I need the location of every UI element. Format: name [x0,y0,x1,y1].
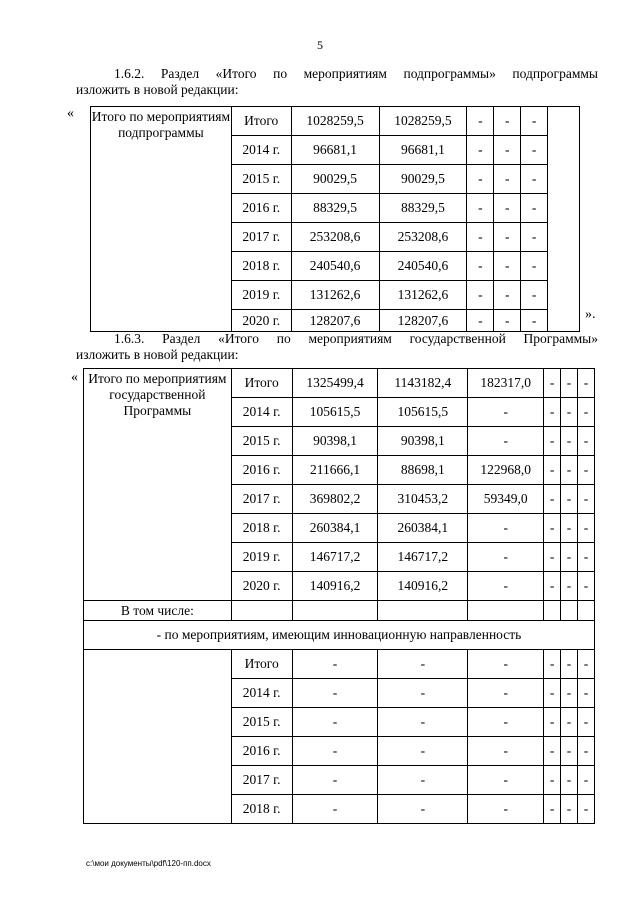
value-cell: - [561,398,578,427]
value-cell: - [467,107,494,136]
value-cell: 90029,5 [291,165,379,194]
year-cell: 2019 г. [231,543,292,572]
section-2-heading: 1.6.3. Раздел «Итого по мероприятиям государственной Программы» [114,331,598,346]
value-cell: - [467,310,494,332]
value-cell: - [494,194,521,223]
value-cell: - [578,650,595,679]
value-cell: - [468,795,544,824]
value-cell: - [378,766,468,795]
value-cell: - [521,165,548,194]
value-cell: - [561,679,578,708]
section-1-heading: 1.6.2. Раздел «Итого по мероприятиям подпрограммы» подпрограммы [114,66,598,81]
value-cell: - [494,107,521,136]
page-number: 5 [317,38,323,52]
value-cell: - [378,708,468,737]
row-label: Итого по мероприятиям подпрограммы [91,107,232,332]
value-cell: 1028259,5 [291,107,379,136]
value-cell: - [292,795,378,824]
innovation-heading: - по мероприятиям, имеющим инновационную направленность [84,621,595,650]
value-cell: - [521,310,548,332]
innovation-heading-row [84,621,595,650]
value-cell: - [494,165,521,194]
year-cell: 2018 г. [231,795,292,824]
value-cell: 1143182,4 [378,369,468,398]
value-cell: - [578,485,595,514]
value-cell: - [578,398,595,427]
value-cell: - [378,737,468,766]
value-cell: - [544,572,561,601]
value-cell: 260384,1 [292,514,378,543]
table-row [84,650,595,679]
year-cell: 2016 г. [231,456,292,485]
value-cell: - [521,136,548,165]
value-cell: - [561,514,578,543]
value-cell: - [468,572,544,601]
value-cell: 131262,6 [291,281,379,310]
empty-cell [544,601,561,621]
value-cell: - [468,766,544,795]
value-cell: 146717,2 [378,543,468,572]
empty-cell [561,601,578,621]
value-cell: - [468,650,544,679]
section-1-quote-close: ». [585,307,596,322]
value-cell: - [578,543,595,572]
value-cell: - [578,427,595,456]
value-cell: 122968,0 [468,456,544,485]
empty-cell [548,107,580,332]
value-cell: - [561,766,578,795]
value-cell: - [544,514,561,543]
value-cell: - [468,708,544,737]
value-cell: - [544,456,561,485]
value-cell: 59349,0 [468,485,544,514]
value-cell: 105615,5 [292,398,378,427]
year-cell: Итого [231,107,291,136]
section-1-quote-open: « [67,106,74,121]
value-cell: - [468,514,544,543]
value-cell: 128207,6 [379,310,467,332]
value-cell: - [544,737,561,766]
value-cell: 260384,1 [378,514,468,543]
value-cell: 240540,6 [291,252,379,281]
value-cell: 211666,1 [292,456,378,485]
value-cell: - [561,369,578,398]
value-cell: - [561,485,578,514]
year-cell: 2018 г. [231,514,292,543]
program-totals-table [83,368,595,824]
file-path-footer: c:\мои документы\pdf\120-пп.docx [86,859,211,868]
value-cell: - [378,795,468,824]
value-cell: - [521,281,548,310]
section-2-quote-open: « [71,370,78,385]
value-cell: - [468,398,544,427]
year-cell: Итого [231,650,292,679]
section-1-continuation: изложить в новой редакции: [76,82,239,97]
value-cell: 96681,1 [291,136,379,165]
empty-label-cell [84,650,232,824]
value-cell: 140916,2 [378,572,468,601]
value-cell: 310453,2 [378,485,468,514]
empty-cell [468,601,544,621]
value-cell: - [468,427,544,456]
value-cell: - [292,737,378,766]
value-cell: - [578,514,595,543]
value-cell: - [561,650,578,679]
value-cell: - [521,252,548,281]
value-cell: - [544,679,561,708]
value-cell: - [467,136,494,165]
value-cell: 90398,1 [292,427,378,456]
year-cell: 2017 г. [231,766,292,795]
value-cell: - [561,427,578,456]
table-row [84,369,595,398]
year-cell: 2017 г. [231,223,291,252]
value-cell: 88698,1 [378,456,468,485]
value-cell: 105615,5 [378,398,468,427]
value-cell: 128207,6 [291,310,379,332]
value-cell: - [578,369,595,398]
including-row [84,601,595,621]
empty-cell [231,601,292,621]
year-cell: 2015 г. [231,708,292,737]
value-cell: - [578,572,595,601]
value-cell: - [578,679,595,708]
value-cell: - [467,252,494,281]
value-cell: - [578,737,595,766]
year-cell: 2020 г. [231,572,292,601]
value-cell: - [561,708,578,737]
value-cell: - [544,398,561,427]
value-cell: - [467,165,494,194]
value-cell: - [578,795,595,824]
value-cell: - [544,766,561,795]
value-cell: 146717,2 [292,543,378,572]
value-cell: - [494,281,521,310]
year-cell: 2014 г. [231,679,292,708]
value-cell: - [561,456,578,485]
section-2-continuation: изложить в новой редакции: [76,347,239,362]
value-cell: - [544,650,561,679]
value-cell: - [467,194,494,223]
year-cell: 2016 г. [231,194,291,223]
value-cell: 253208,6 [379,223,467,252]
value-cell: - [378,679,468,708]
value-cell: - [544,795,561,824]
value-cell: - [561,572,578,601]
value-cell: - [544,543,561,572]
year-cell: 2019 г. [231,281,291,310]
value-cell: - [468,679,544,708]
value-cell: 253208,6 [291,223,379,252]
value-cell: 90398,1 [378,427,468,456]
table-row [91,107,580,136]
value-cell: - [292,766,378,795]
value-cell: 131262,6 [379,281,467,310]
year-cell: 2016 г. [231,737,292,766]
year-cell: 2015 г. [231,427,292,456]
value-cell: 240540,6 [379,252,467,281]
value-cell: - [494,223,521,252]
value-cell: 369802,2 [292,485,378,514]
subprogram-totals-table [90,106,580,332]
value-cell: - [561,737,578,766]
value-cell: 1325499,4 [292,369,378,398]
value-cell: - [292,650,378,679]
value-cell: - [494,136,521,165]
value-cell: - [521,223,548,252]
value-cell: - [292,679,378,708]
value-cell: - [561,795,578,824]
value-cell: 96681,1 [379,136,467,165]
year-cell: Итого [231,369,292,398]
value-cell: - [468,543,544,572]
year-cell: 2014 г. [231,136,291,165]
empty-cell [378,601,468,621]
value-cell: 88329,5 [379,194,467,223]
year-cell: 2018 г. [231,252,291,281]
value-cell: - [578,766,595,795]
value-cell: - [521,194,548,223]
value-cell: 182317,0 [468,369,544,398]
value-cell: - [544,369,561,398]
value-cell: - [468,737,544,766]
section-2-paragraph [76,331,598,363]
including-label: В том числе: [84,601,232,621]
empty-cell [292,601,378,621]
row-label: Итого по мероприятиям государственной Программы [84,369,232,601]
value-cell: - [578,456,595,485]
value-cell: - [467,281,494,310]
value-cell: - [494,310,521,332]
empty-cell [578,601,595,621]
value-cell: - [467,223,494,252]
value-cell: - [578,708,595,737]
year-cell: 2014 г. [231,398,292,427]
value-cell: - [544,427,561,456]
value-cell: - [494,252,521,281]
year-cell: 2017 г. [231,485,292,514]
value-cell: 90029,5 [379,165,467,194]
value-cell: - [292,708,378,737]
value-cell: 1028259,5 [379,107,467,136]
year-cell: 2020 г. [231,310,291,332]
section-1-paragraph [76,66,598,98]
value-cell: 88329,5 [291,194,379,223]
value-cell: - [521,107,548,136]
value-cell: - [544,708,561,737]
year-cell: 2015 г. [231,165,291,194]
value-cell: - [378,650,468,679]
value-cell: 140916,2 [292,572,378,601]
value-cell: - [561,543,578,572]
value-cell: - [544,485,561,514]
